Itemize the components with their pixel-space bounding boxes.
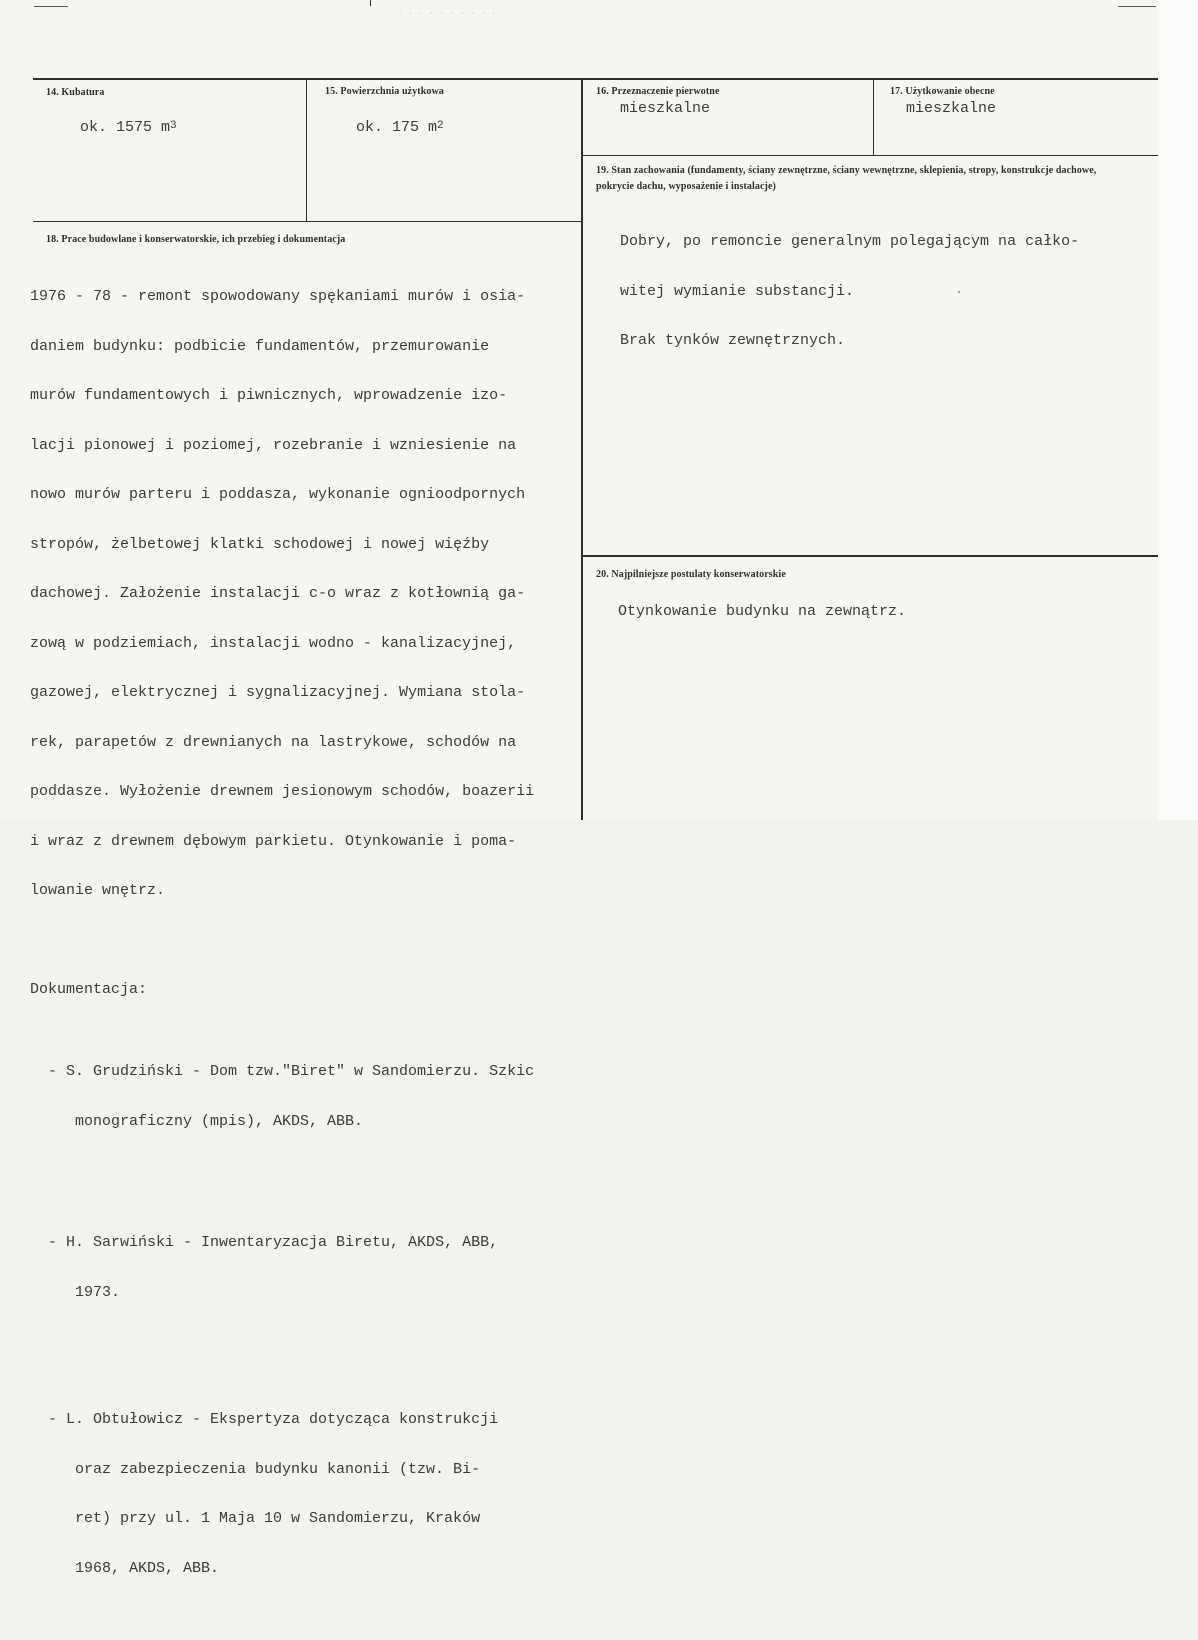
divider-14-15 xyxy=(306,79,307,222)
field-18-line: 1976 - 78 - remont spowodowany spękaniami murów i osia- xyxy=(30,288,526,305)
paragraph-gap xyxy=(30,933,534,949)
field-18-line: murów fundamentowych i piwnicznych, wprowadzenie izo- xyxy=(30,387,508,404)
field-14-label: 14. Kubatura xyxy=(46,87,105,98)
divider-16-17 xyxy=(873,79,874,156)
faint-print-mark: · · · · · · · · · · xyxy=(398,10,497,18)
rule-below-16-17 xyxy=(582,155,1158,156)
field-20-value: Otynkowanie budynku na zewnątrz. xyxy=(618,603,907,620)
field-19-line: Brak tynków zewnętrznych. xyxy=(620,332,846,349)
divider-left-right xyxy=(581,79,583,820)
field-18-line: zową w podziemiach, instalacji wodno - kanalizacyjnej, xyxy=(30,634,517,652)
top-margin-mark xyxy=(1118,6,1156,7)
documentation-item-line: 1973. xyxy=(75,1283,121,1301)
field-18-line: gazowej, elektrycznej i sygnalizacyjnej. Wymiana stola- xyxy=(30,684,526,701)
field-19-label: 19. Stan zachowania (fundamenty, ściany zewnętrzne, ściany wewnętrzne, sklepienia, stropy, konstrukcje dachowe, pokrycie dachu, wyposażenie i instalacje) xyxy=(596,165,1097,192)
field-18-line: lacji pionowej i poziomej, rozebranie i wzniesienie na xyxy=(30,436,517,454)
field-17-value: mieszkalne xyxy=(906,100,997,117)
paper-speck xyxy=(958,291,960,293)
top-margin-mark xyxy=(34,6,68,7)
field-18-label: 18. Prace budowlane i konserwatorskie, ich przebieg i dokumentacja xyxy=(46,234,346,245)
field-14-value xyxy=(80,120,177,137)
field-18-line: daniem budynku: podbicie fundamentów, przemurowanie xyxy=(30,337,490,355)
field-19-text xyxy=(620,201,1079,383)
field-15-value-text: ok. 175 m xyxy=(356,119,438,136)
field-14-value-text: ok. 1575 m xyxy=(80,119,171,136)
top-tick xyxy=(370,0,371,6)
field-18-line: lowanie wnętrz. xyxy=(30,882,166,899)
field-19-line: witej wymianie substancji. xyxy=(620,282,855,300)
rule-below-14-15 xyxy=(33,221,582,222)
field-15-label: 15. Powierzchnia użytkowa xyxy=(325,86,444,97)
field-18-text xyxy=(30,256,534,1640)
scan-margin xyxy=(1158,0,1198,820)
form-top-rule xyxy=(33,78,1158,80)
field-14-value-exponent: 3 xyxy=(170,120,177,132)
documentation-item xyxy=(30,1379,534,1610)
field-16-label: 16. Przeznaczenie pierwotne xyxy=(596,86,720,97)
documentation-item xyxy=(30,1202,534,1334)
documentation-item-line: - S. Grudziński - Dom tzw."Biret" w Sandomierzu. Szkic xyxy=(48,1063,535,1080)
field-18-line: stropów, żelbetowej klatki schodowej i nowej więźby xyxy=(30,535,490,553)
field-20-label: 20. Najpilniejsze postulaty konserwatorskie xyxy=(596,569,786,580)
field-18-line: i wraz z drewnem dębowym parkietu. Otynkowanie i poma- xyxy=(30,832,517,850)
field-18-line: rek, parapetów z drewnianych na lastrykowe, schodów na xyxy=(30,733,517,751)
documentation-item-line: oraz zabezpieczenia budynku kanonii (tzw. Bi- xyxy=(75,1460,481,1478)
documentation-item-line: - L. Obtułowicz - Ekspertyza dotycząca konstrukcji xyxy=(48,1411,499,1428)
rule-above-20 xyxy=(582,555,1158,557)
field-19-line: Dobry, po remoncie generalnym polegającym na całko- xyxy=(620,233,1080,250)
field-15-value-exponent: 2 xyxy=(437,120,444,132)
field-18-line: poddasze. Wyłożenie drewnem jesionowym schodów, boazerii xyxy=(30,783,535,800)
field-18-line: dachowej. Założenie instalacji c-o wraz z kotłownią ga- xyxy=(30,585,526,602)
documentation-item-line: ret) przy ul. 1 Maja 10 w Sandomierzu, Kraków xyxy=(75,1510,481,1527)
documentation-item-line: - H. Sarwiński - Inwentaryzacja Biretu, AKDS, ABB, xyxy=(48,1234,499,1251)
documentation-item-line: monograficzny (mpis), AKDS, ABB. xyxy=(75,1112,364,1130)
documentation-heading: Dokumentacja: xyxy=(30,980,148,998)
field-18-line: nowo murów parteru i poddasza, wykonanie ognioodpornych xyxy=(30,486,526,503)
field-15-value xyxy=(356,120,444,137)
documentation-item-line: 1968, AKDS, ABB. xyxy=(75,1559,220,1577)
field-17-label: 17. Użytkowanie obecne xyxy=(890,86,995,97)
documentation-item xyxy=(30,1031,534,1163)
field-16-value: mieszkalne xyxy=(620,100,711,117)
